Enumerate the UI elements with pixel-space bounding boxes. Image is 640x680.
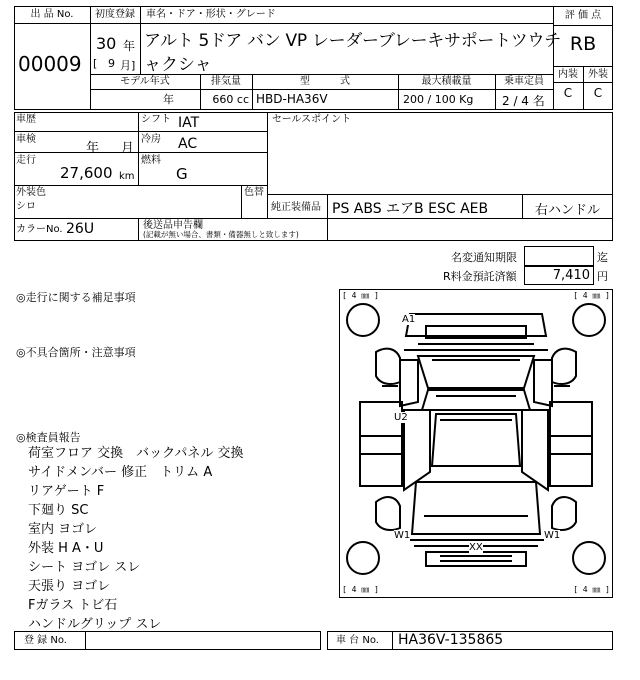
ac-label: 冷房	[141, 134, 161, 145]
interior-score: C	[563, 86, 573, 100]
exterior-score: C	[593, 86, 603, 100]
chassis-no-value: HA36V-135865	[398, 632, 504, 648]
model-code-label: 型 式	[300, 76, 350, 87]
name-change-field	[524, 246, 594, 266]
capacity-value: 2 / 4 名	[502, 94, 545, 108]
first-reg-month: 9	[108, 57, 115, 70]
remark-line: リアゲート F	[28, 484, 105, 499]
mileage-unit: km	[119, 171, 135, 182]
tire-rear-left-depth: [ 4 ㎜ ]	[342, 585, 379, 594]
tire-front-right-depth: [ 4 ㎜ ]	[573, 291, 610, 300]
inspection-label: 車検	[16, 134, 36, 145]
first-reg-bracket: [	[93, 57, 98, 70]
ac-value: AC	[178, 136, 198, 152]
history-label: 車歴	[16, 114, 36, 125]
tire-rear-right-depth: [ 4 ㎜ ]	[573, 585, 610, 594]
sales-points-label: セールスポイント	[272, 114, 352, 125]
first-reg-month-unit: 月]	[120, 59, 136, 72]
name-change-label: 名変通知期限	[451, 251, 517, 264]
first-reg-year: 30	[96, 34, 117, 53]
registration-no-label: 登 録 No.	[24, 635, 67, 646]
damage-mark-xx: XX	[469, 542, 483, 553]
lot-no-label: 出 品 No.	[30, 9, 74, 20]
defects-label: ◎不具合箇所・注意事項	[16, 346, 136, 359]
recycle-label: R料金預託済額	[443, 270, 517, 283]
damage-mark-w1-right: W1	[544, 530, 561, 541]
exterior-label: 外装	[588, 69, 608, 80]
model-code-value: HBD-HA36V	[256, 92, 328, 106]
inspection-month-unit: 月	[121, 141, 135, 156]
lot-number: 00009	[18, 52, 82, 76]
ext-color-label: 外装色	[16, 187, 46, 198]
steering-value: 右ハンドル	[534, 203, 600, 218]
remark-line: 天張り ヨゴレ	[28, 579, 111, 594]
remark-line: 外装 H A・U	[28, 541, 104, 556]
damage-mark-w1-left: W1	[394, 530, 411, 541]
remark-line: 荷室フロア 交換 バックパネル 交換	[28, 446, 244, 461]
damage-mark-u2: U2	[394, 412, 408, 423]
vehicle-name-label: 車名・ドア・形状・グレード	[146, 9, 276, 20]
driving-remarks-label: ◎走行に関する補足事項	[16, 291, 136, 304]
fuel-label: 燃料	[141, 155, 161, 166]
ext-color-value: シロ	[16, 201, 36, 212]
recycle-unit: 円	[597, 270, 608, 283]
remark-line: 室内 ヨゴレ	[28, 522, 98, 537]
fuel-value: G	[176, 165, 188, 183]
equipment-value: PS ABS エアB ESC AEB	[332, 201, 489, 217]
name-change-unit: 迄	[597, 251, 608, 264]
remark-line: 下廻り SC	[28, 503, 89, 518]
vehicle-name-line1: アルト 5ドア バン VP レーダーブレーキサポートツウチ	[144, 31, 561, 51]
remark-line: サイドメンバー 修正 トリム A	[28, 465, 213, 480]
shift-label: シフト	[141, 114, 171, 125]
interior-label: 内装	[558, 69, 578, 80]
remark-line: Fガラス トビ石	[28, 598, 118, 613]
displacement-label: 排気量	[211, 76, 241, 87]
recycle-amount: 7,410	[552, 268, 590, 283]
score-value: RB	[569, 33, 597, 55]
remark-line: シート ヨゴレ スレ	[28, 560, 141, 575]
inspection-year-unit: 年	[86, 141, 100, 156]
model-year-unit: 年	[163, 93, 174, 106]
capacity-label: 乗車定員	[504, 76, 544, 87]
equipment-label: 純正装備品	[271, 202, 321, 213]
color-no-label: カラーNo.	[16, 224, 63, 235]
first-reg-year-unit: 年	[123, 39, 136, 53]
model-year-label: モデル年式	[120, 76, 170, 87]
damage-mark-a1: A1	[402, 314, 416, 325]
post-report-note: (記載が無い場合、書類・備器無しと致します)	[143, 230, 299, 239]
max-load-value: 200 / 100 Kg	[403, 93, 474, 106]
max-load-label: 最大積載量	[421, 76, 472, 87]
car-diagram	[339, 289, 613, 598]
color-no-value: 26U	[66, 221, 95, 237]
first-reg-label: 初度登録	[95, 9, 135, 20]
post-report-label: 後送品申告欄	[143, 220, 203, 231]
mileage-label: 走行	[16, 155, 36, 166]
score-label: 評 価 点	[564, 10, 602, 21]
inspector-report-label: ◎検査員報告	[16, 431, 81, 444]
tire-front-left-depth: [ 4 ㎜ ]	[342, 291, 379, 300]
displacement-value: 660 cc	[212, 93, 249, 106]
mileage-value: 27,600	[60, 164, 113, 182]
shift-value: IAT	[178, 115, 200, 131]
vehicle-name-line2: ャクシャ	[144, 55, 212, 75]
chassis-no-label: 車 台 No.	[336, 635, 379, 646]
repaint-label: 色替	[244, 187, 264, 198]
remark-line: ハンドルグリップ スレ	[28, 617, 162, 632]
